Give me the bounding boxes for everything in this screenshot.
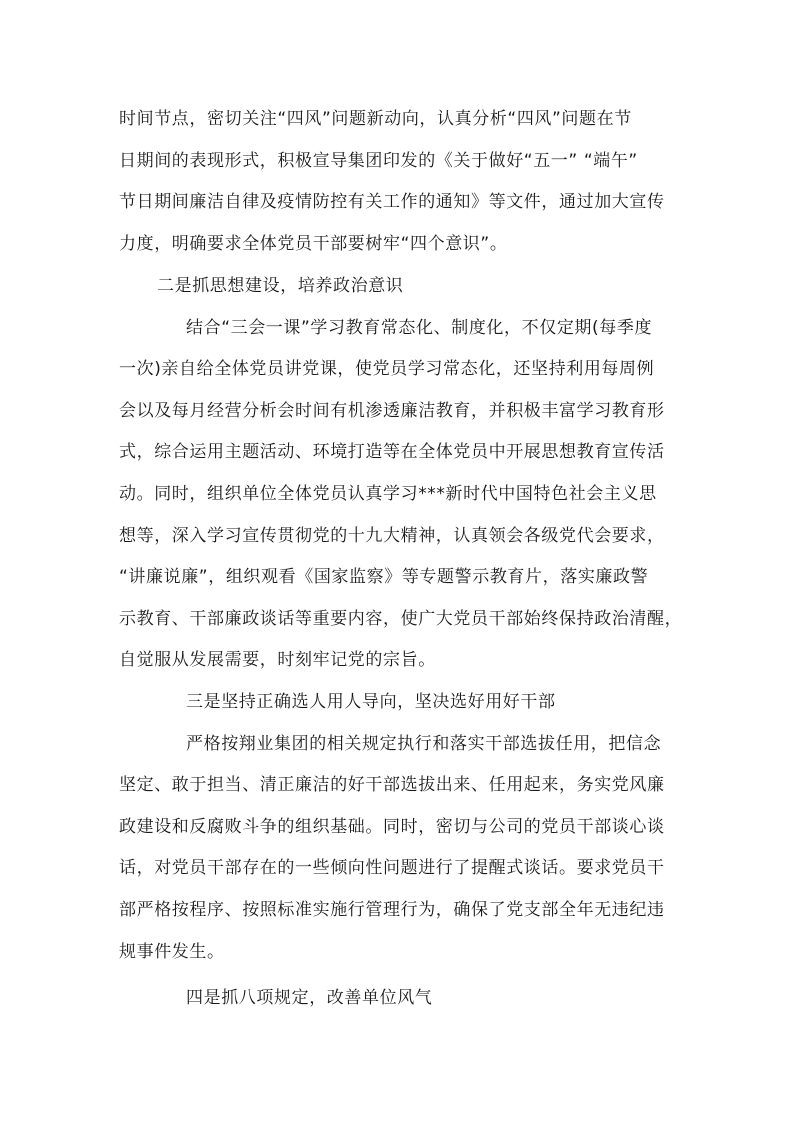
section-heading: 三是坚持正确选人用人导向，坚决选好用好干部 <box>186 692 556 712</box>
text-line: 示教育、干部廉政谈话等重要内容，使广大党员干部始终保持政治清醒， <box>119 609 683 629</box>
text-line: 自觉服从发展需要，时刻牢记党的宗旨。 <box>119 650 436 670</box>
text-line: 话，对党员干部存在的一些倾向性问题进行了提醒式谈话。要求党员干 <box>119 858 665 878</box>
text-line: 政建设和反腐败斗争的组织基础。同时，密切与公司的党员干部谈心谈 <box>119 817 665 837</box>
section-heading: 四是抓八项规定，改善单位风气 <box>186 988 433 1008</box>
text-line: 日期间的表现形式，积极宣导集团印发的《关于做好“五一” “端午” <box>119 151 638 171</box>
text-line: 部严格按程序、按照标准实施行管理行为，确保了党支部全年无违纪违 <box>119 900 665 920</box>
text-line: 规事件发生。 <box>119 942 225 962</box>
text-line: 动。同时，组织单位全体党员认真学习***新时代中国特色社会主义思 <box>119 484 657 504</box>
text-line: 结合“三会一课”学习教育常态化、制度化，不仅定期(每季度 <box>186 318 653 338</box>
text-line: 式，综合运用主题活动、环境打造等在全体党员中开展思想教育宣传活 <box>119 442 665 462</box>
text-line: 想等，深入学习宣传贯彻党的十九大精神，认真领会各级党代会要求， <box>119 526 665 546</box>
text-line: 严格按翔业集团的相关规定执行和落实干部选拔任用，把信念 <box>186 734 662 754</box>
text-line: 力度，明确要求全体党员干部要树牢“四个意识”。 <box>119 234 508 254</box>
text-line: 会以及每月经营分析会时间有机渗透廉洁教育，并积极丰富学习教育形 <box>119 401 665 421</box>
section-heading: 二是抓思想建设，培养政治意识 <box>157 276 404 296</box>
text-line: “讲廉说廉”，组织观看《国家监察》等专题警示教育片，落实廉政警 <box>119 567 649 587</box>
text-line: 时间节点，密切关注“四风”问题新动向，认真分析“四风”问题在节 <box>119 109 632 129</box>
text-line: 一次)亲自给全体党员讲党课，使党员学习常态化，还坚持利用每周例 <box>119 359 655 379</box>
text-line: 节日期间廉洁自律及疫情防控有关工作的通知》等文件，通过加大宣传 <box>119 192 665 212</box>
text-line: 坚定、敢于担当、清正廉洁的好干部选拔出来、任用起来，务实党风廉 <box>119 775 665 795</box>
